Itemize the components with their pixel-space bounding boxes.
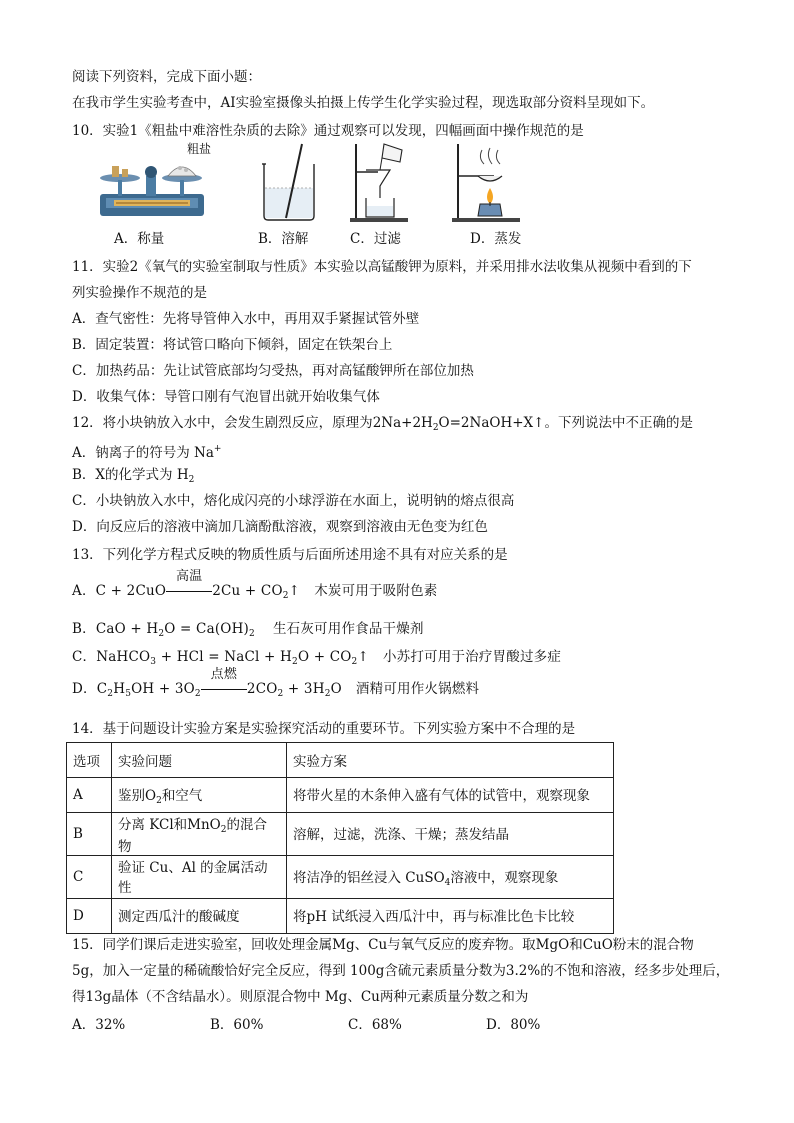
- q12-option-c: C．小块钠放入水中，熔化成闪亮的小球浮游在水面上，说明钠的熔点很高: [72, 493, 515, 509]
- q13-option-c: C．NaHCO$_3$ + HCl = NaCl + $H_2O$ + $CO_2↑$ 小苏打可用于治疗胃酸过多症: [72, 649, 562, 667]
- q15-line-1: 15．同学们课后走进实验室，回收处理金属Mg、Cu与氧气反应的废弃物。取MgO和CuO粉末的混合物: [72, 937, 694, 953]
- q15-option-c: C．68%: [348, 1017, 402, 1033]
- header-question: 实验问题: [112, 743, 287, 778]
- q15-line-2: 5g，加入一定量的稀硫酸恰好完全反应，得到 100g含硫元素质量分数为3.2%的不饱和溶液，经多步处理后，: [72, 963, 730, 979]
- q10-option-b: B．溶解: [258, 231, 309, 247]
- condition-high-temp: 高温: [175, 569, 203, 584]
- q11-option-d: D．收集气体：导管口刚有气泡冒出就开始收集气体: [72, 389, 380, 405]
- experiment-table: [66, 742, 614, 934]
- table-row: B 分离 KCl和MnO$_2$的混合物 溶解，过滤，洗涤、干燥；蒸发结晶: [67, 813, 614, 856]
- q10-stem: 10．实验1《粗盐中难溶性杂质的去除》通过观察可以发现，四幅画面中操作规范的是: [72, 123, 584, 139]
- q13-option-a: A．C + 2CuO 高温 $2Cu + CO_2↑$ 木炭可用于吸附色素: [72, 569, 438, 601]
- table-row: A 鉴别$O_2$和空气 将带火星的木条伸入盛有气体的试管中，观察现象: [67, 778, 614, 813]
- table-row: D 测定西瓜汁的酸碱度 将pH 试纸浸入西瓜汁中，再与标准比色卡比较: [67, 899, 614, 934]
- filtration-illustration: [348, 140, 410, 224]
- table-row: C 验证 Cu、Al 的金属活动性 将洁净的铝丝浸入 CuSO$_4$溶液中，观察现象: [67, 856, 614, 899]
- q13-option-d: D．$C_2H_5OH + 3O_2$ 点燃 $2CO_2 + 3H_2O$ 酒精可用作火锅燃料: [72, 667, 480, 699]
- intro-line-2: 在我市学生实验考查中，AI实验室摄像头拍摄上传学生化学实验过程，现选取部分资料呈现如下。: [72, 95, 655, 111]
- q12-option-a: A．钠离子的符号为 Na+: [72, 444, 222, 461]
- q13-option-b: B．CaO + $H_2O = Ca(OH)_2$ 生石灰可用作食品干燥剂: [72, 621, 424, 639]
- header-option: 选项: [67, 743, 112, 778]
- balance-illustration: [96, 148, 208, 222]
- q15-line-3: 得13g晶体（不含结晶水）。则原混合物中 Mg、Cu两种元素质量分数之和为: [72, 989, 529, 1005]
- q10-option-a: A．称量: [114, 231, 165, 247]
- q12-equation: 2Na+2H: [372, 415, 433, 431]
- q11-option-a: A．查气密性：先将导管伸入水中，再用双手紧握试管外壁: [72, 311, 420, 327]
- q12-stem: 12．将小块钠放入水中，会发生剧烈反应，原理为$2Na+2H_2O=2NaOH+X↑$。下列说法中不正确的是: [72, 415, 693, 433]
- q10-option-c: C．过滤: [350, 231, 401, 247]
- q14-stem: 14．基于问题设计实验方案是实验探究活动的重要环节。下列实验方案中不合理的是: [72, 721, 576, 737]
- beaker-stirring-illustration: [258, 142, 320, 222]
- salt-label: 粗盐: [187, 142, 212, 156]
- q12-option-b: B．X的化学式为 $H_2$: [72, 467, 195, 485]
- q11-stem-2: 列实验操作不规范的是: [72, 285, 207, 301]
- q15-option-b: B．60%: [210, 1017, 264, 1033]
- evaporation-illustration: [450, 140, 522, 224]
- condition-ignite: 点燃: [210, 667, 238, 682]
- q12-option-d: D．向反应后的溶液中滴加几滴酚酞溶液，观察到溶液由无色变为红色: [72, 519, 488, 535]
- intro-line-1: 阅读下列资料，完成下面小题：: [72, 69, 261, 85]
- q13-stem: 13．下列化学方程式反映的物质性质与后面所述用途不具有对应关系的是: [72, 547, 508, 563]
- header-plan: 实验方案: [287, 743, 614, 778]
- q10-option-d: D．蒸发: [470, 231, 522, 247]
- table-header-row: [67, 743, 614, 778]
- q11-option-c: C．加热药品：先让试管底部均匀受热，再对高锰酸钾所在部位加热: [72, 363, 474, 379]
- q11-stem-1: 11．实验2《氧气的实验室制取与性质》本实验以高锰酸钾为原料，并采用排水法收集从视频中看到的下: [72, 259, 692, 275]
- q15-option-d: D．80%: [486, 1017, 541, 1033]
- q15-option-a: A．32%: [72, 1017, 126, 1033]
- q11-option-b: B．固定装置：将试管口略向下倾斜，固定在铁架台上: [72, 337, 393, 353]
